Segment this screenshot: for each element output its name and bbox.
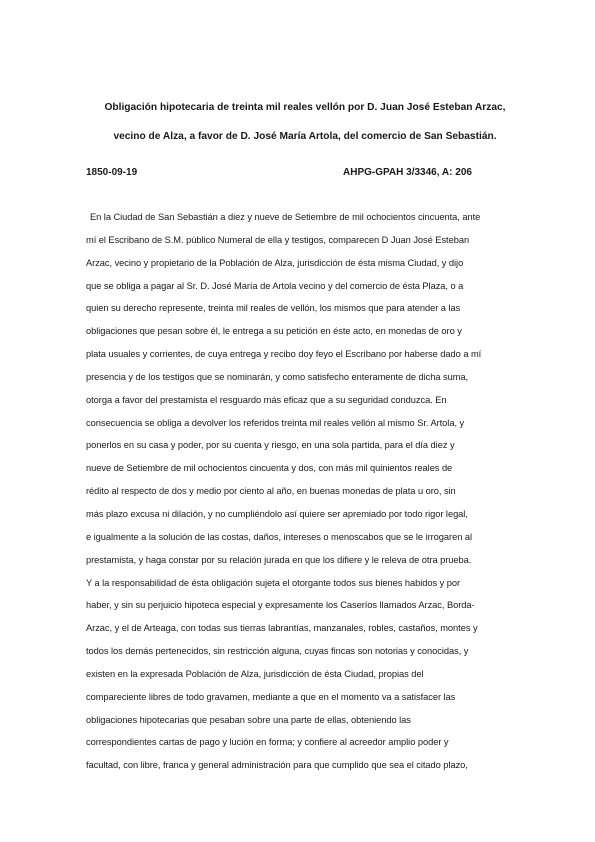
- body-line: existen en la expresada Población de Alza, jurisdicción de ésta Ciudad, propias del: [86, 668, 424, 679]
- body-line: otorga a favor del prestamista el resguardo más eficaz que a su seguridad conduzca. En: [86, 394, 447, 405]
- body-line: ponerlos en su casa y poder, por su cuenta y riesgo, en una sola partida, para el día diez y: [86, 440, 455, 451]
- title-line: Obligación hipotecaria de treinta mil reales vellón por D. Juan José Esteban Arzac,: [104, 102, 506, 113]
- body-line: nueve de Setiembre de mil ochocientos cincuenta y dos, con más mil quinientos reales de: [86, 463, 453, 474]
- body-line: consecuencia se obliga a devolver los referidos treinta mil reales vellón al mismo Sr. Artola, y: [86, 417, 465, 428]
- body-line: quien su derecho represente, treinta mil reales de vellón, los mismos que para atender a las: [86, 303, 461, 314]
- body-line: En la Ciudad de San Sebastián a diez y nueve de Setiembre de mil ochocientos cincuenta, ante: [90, 212, 481, 222]
- body-line: haber, y sin su perjuicio hipoteca especial y expresamente los Caseríos llamados Arzac, Borda-: [86, 600, 475, 611]
- body-line: que se obliga a pagar al Sr. D. José María de Artola vecino y del comercio de ésta Plaza, o a: [86, 280, 464, 291]
- body-line: compareciente libres de todo gravamen, mediante a que en el momento va a satisfacer las: [86, 691, 456, 702]
- body-line: obligaciones hipotecarias que pesaban sobre una parte de ellas, obteniendo las: [86, 714, 411, 725]
- body-line: Arzac, y el de Arteaga, con todas sus tierras labrantías, manzanales, robles, castaños, montes y: [86, 623, 478, 634]
- body-line: más plazo excusa ni dilación, y no cumpliéndolo así quiere ser apremiado por todo rigor legal,: [86, 508, 468, 519]
- body-line: presencia y de los testigos que se nominarán, y como satisfecho enteramente de dicha suma,: [86, 371, 469, 382]
- body-line: facultad, con libre, franca y general administración para que cumplido que sea el citado plazo,: [86, 760, 468, 771]
- body-line: plata usuales y corrientes, de cuya entrega y recibo doy feyo el Escribano por haberse dado a mí: [86, 349, 482, 360]
- document-title: [70, 93, 540, 151]
- body-line: rédito al respecto de dos y medio por ciento al año, en buenas monedas de plata u oro, sin: [86, 486, 456, 497]
- document-body: [86, 206, 516, 777]
- title-line: vecino de Alza, a favor de D. José María Artola, del comercio de San Sebastián.: [113, 131, 497, 142]
- body-line: todos los demás pertenecidos, sin restricción alguna, cuyas fincas son notorias y conocidas, y: [86, 646, 469, 657]
- body-line: prestamista, y haga constar por su relación jurada en que los difiere y le releva de otra prueba.: [86, 554, 472, 565]
- archive-reference: AHPG-GPAH 3/3346, A: 206: [343, 167, 472, 178]
- body-line: Y a la responsabilidad de ésta obligación sujeta el otorgante todos sus bienes habidos y por: [86, 577, 461, 588]
- body-line: Arzac, vecino y propietario de la Población de Alza, jurisdicción de ésta misma Ciudad, y dijo: [86, 257, 464, 268]
- body-line: correspondientes cartas de pago y lución en forma; y confiere al acreedor amplio poder y: [86, 737, 449, 748]
- body-line: e igualmente a la solución de las costas, daños, intereses o menoscabos que se le irrogaren al: [86, 531, 473, 542]
- body-line: mí el Escribano de S.M. público Numeral de ella y testigos, comparecen D Juan José Esteban: [86, 234, 470, 245]
- document-date: 1850-09-19: [86, 167, 138, 178]
- body-line: obligaciones que pesan sobre él, le entrega a su petición en éste acto, en monedas de oro y: [86, 326, 462, 337]
